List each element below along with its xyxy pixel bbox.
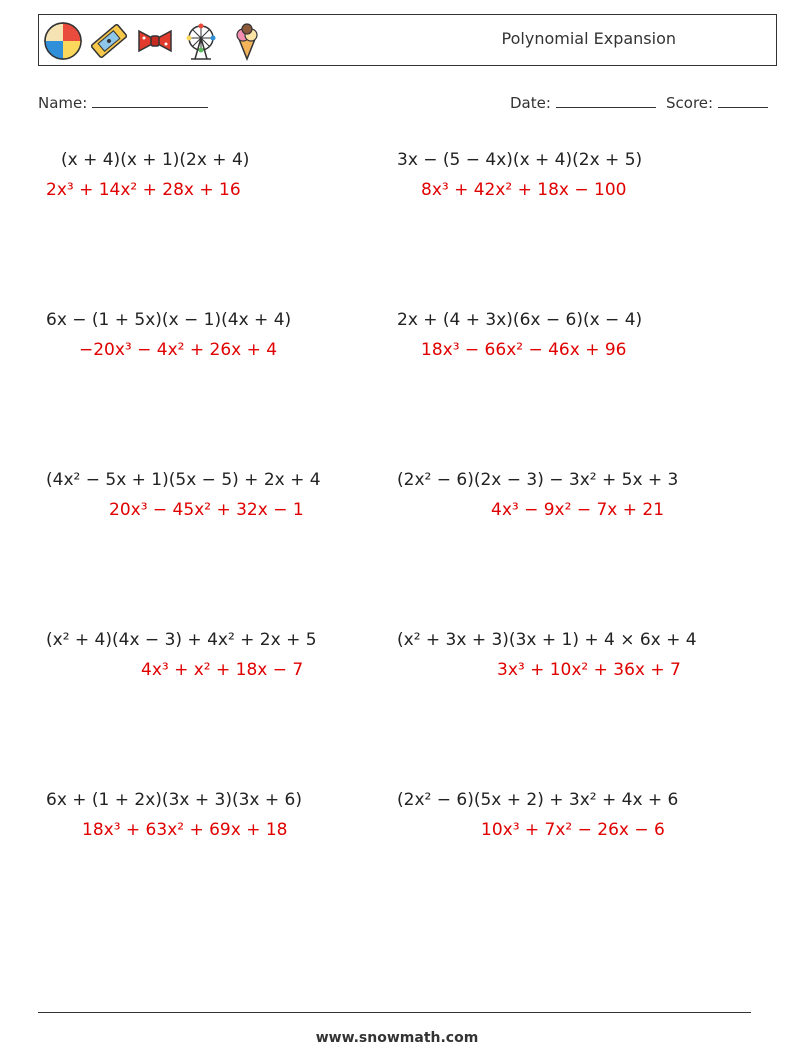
problem-7-question: (x² + 4)(4x − 3) + 4x² + 2x + 5 — [46, 630, 317, 650]
problem-1-question: (x + 4)(x + 1)(2x + 4) — [61, 150, 250, 170]
problem-2-question: 3x − (5 − 4x)(x + 4)(2x + 5) — [397, 150, 643, 170]
problem-5-answer: 20x³ − 45x² + 32x − 1 — [109, 500, 304, 520]
footer-website[interactable]: www.snowmath.com — [315, 1030, 479, 1046]
footer-divider — [38, 1012, 751, 1013]
name-label: Name: — [38, 94, 88, 112]
date-blank[interactable] — [556, 93, 656, 108]
score-field[interactable] — [666, 93, 768, 112]
problem-9-answer: 18x³ + 63x² + 69x + 18 — [82, 820, 288, 840]
problem-10-answer: 10x³ + 7x² − 26x − 6 — [481, 820, 665, 840]
worksheet-header — [38, 14, 777, 66]
problem-8-answer: 3x³ + 10x² + 36x + 7 — [497, 660, 681, 680]
date-field[interactable] — [510, 93, 656, 112]
problem-4-answer: 18x³ − 66x² − 46x + 96 — [421, 340, 627, 360]
ferris-wheel-icon — [181, 21, 221, 61]
problem-3-answer: −20x³ − 4x² + 26x + 4 — [79, 340, 278, 360]
score-label: Score: — [666, 94, 714, 112]
score-blank[interactable] — [718, 93, 768, 108]
problem-7-answer: 4x³ + x² + 18x − 7 — [141, 660, 304, 680]
ticket-icon — [89, 21, 129, 61]
problem-9-question: 6x + (1 + 2x)(3x + 3)(3x + 6) — [46, 790, 302, 810]
worksheet-title: Polynomial Expansion — [501, 29, 676, 48]
problem-1-answer: 2x³ + 14x² + 28x + 16 — [46, 180, 241, 200]
name-field[interactable] — [38, 93, 208, 112]
problem-5-question: (4x² − 5x + 1)(5x − 5) + 2x + 4 — [46, 470, 321, 490]
problem-4-question: 2x + (4 + 3x)(6x − 6)(x − 4) — [397, 310, 643, 330]
ice-cream-icon — [227, 21, 267, 61]
problem-3-question: 6x − (1 + 5x)(x − 1)(4x + 4) — [46, 310, 292, 330]
problem-10-question: (2x² − 6)(5x + 2) + 3x² + 4x + 6 — [397, 790, 679, 810]
problem-6-question: (2x² − 6)(2x − 3) − 3x² + 5x + 3 — [397, 470, 679, 490]
name-blank[interactable] — [92, 93, 208, 108]
date-label: Date: — [510, 94, 551, 112]
problem-8-question: (x² + 3x + 3)(3x + 1) + 4 × 6x + 4 — [397, 630, 697, 650]
header-icons — [43, 21, 267, 61]
beach-ball-icon — [43, 21, 83, 61]
problem-6-answer: 4x³ − 9x² − 7x + 21 — [491, 500, 665, 520]
bow-tie-icon — [135, 21, 175, 61]
problem-2-answer: 8x³ + 42x² + 18x − 100 — [421, 180, 627, 200]
